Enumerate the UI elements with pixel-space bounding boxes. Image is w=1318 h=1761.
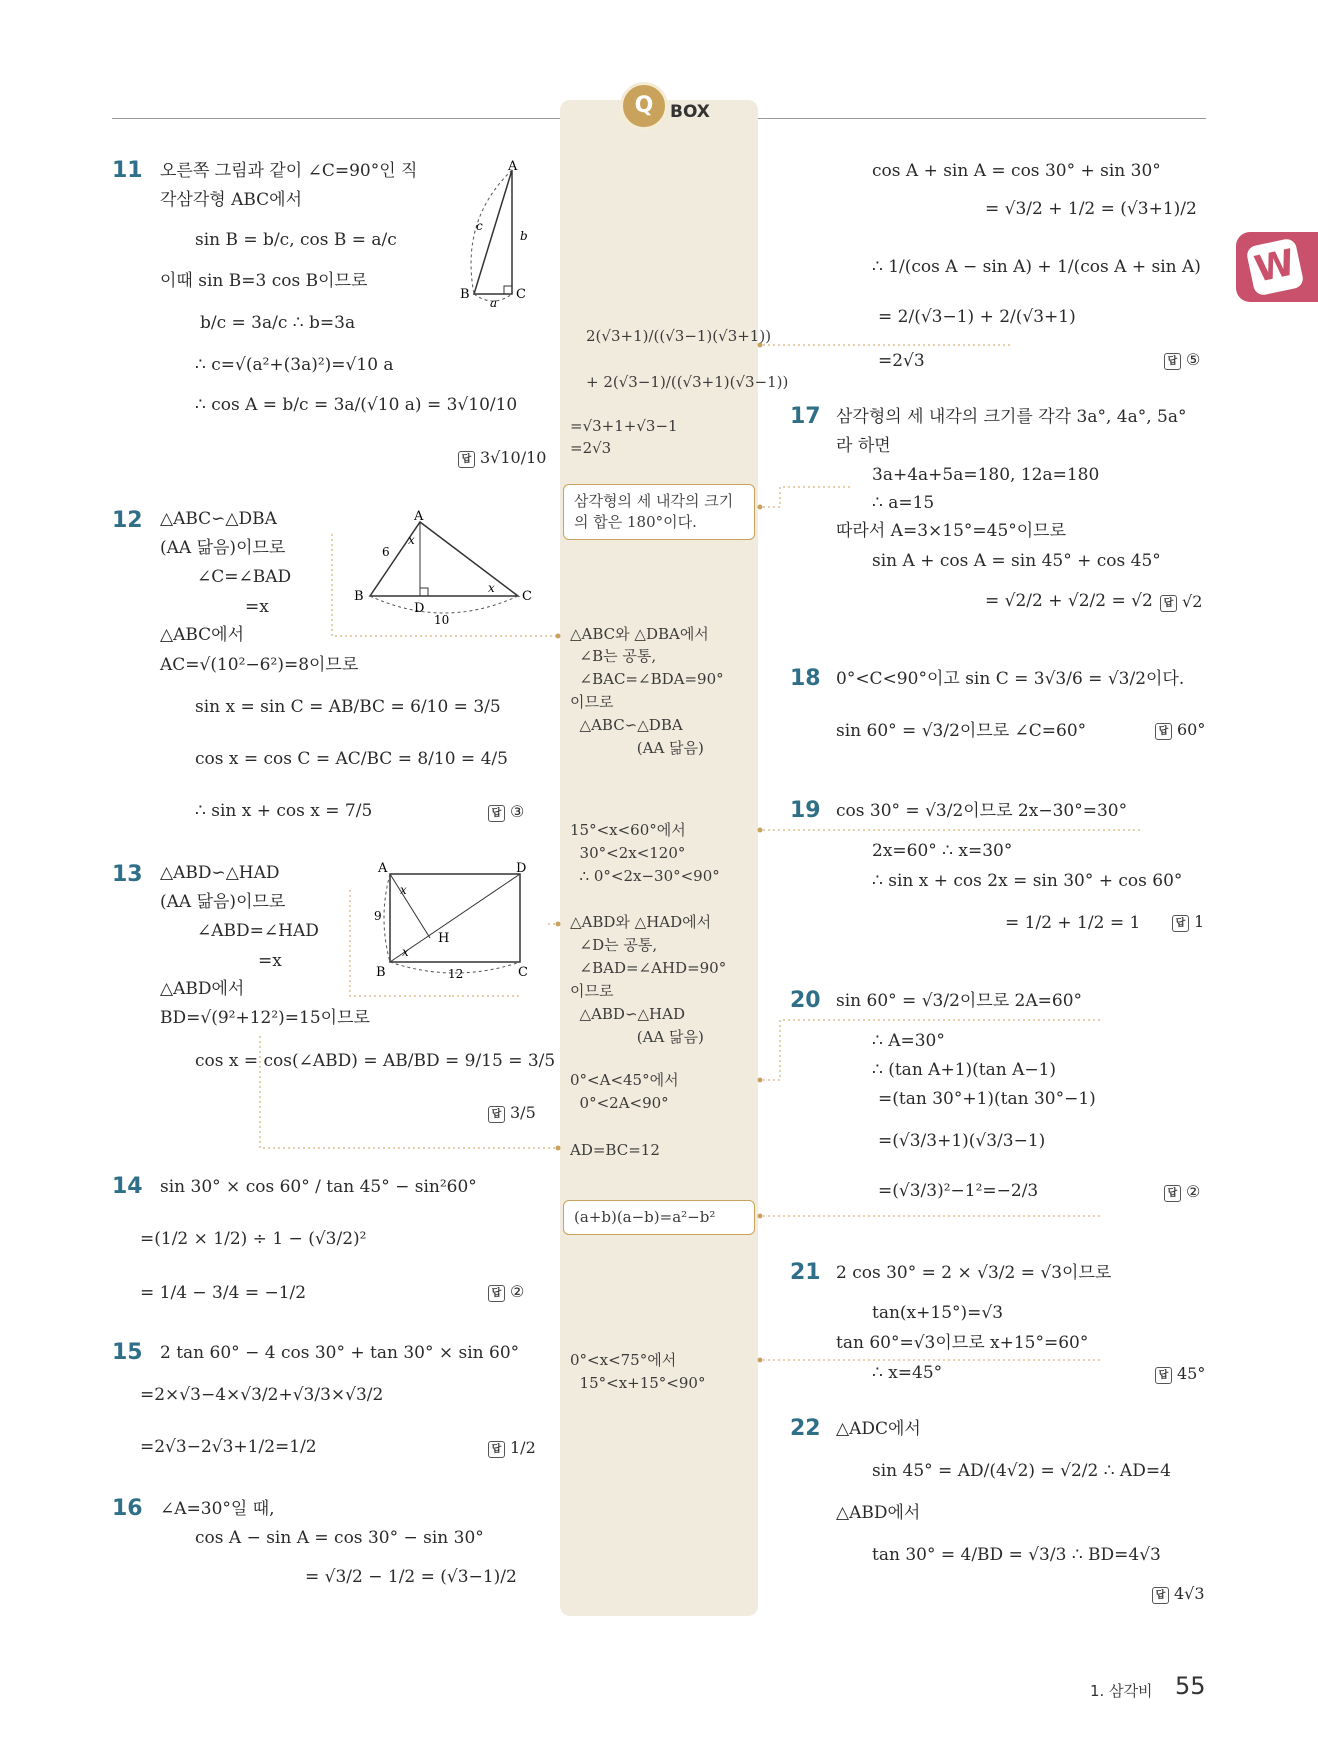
tip-line: 의 합은 180°이다. <box>574 513 697 531</box>
p11-line: ∴ cos A = b/c = 3a/(√10 a) = 3√10/10 <box>195 395 518 415</box>
p16c-line: cos A + sin A = cos 30° + sin 30° <box>872 161 1161 181</box>
fig11-label-A: A <box>508 160 518 174</box>
p19-answer <box>1172 912 1204 932</box>
answer-value: ② <box>1186 1182 1201 1201</box>
answer-icon: 답 <box>488 805 505 822</box>
p15-line: =2×√3−4×√3/2+√3/3×√3/2 <box>140 1385 384 1405</box>
qbox-note: =√3+1+√3−1 <box>570 417 678 435</box>
qbox-note: △ABD∽△HAD <box>570 1005 685 1023</box>
p12-line: ∠C=∠BAD <box>197 567 292 587</box>
fig11-label-c: c <box>476 219 483 233</box>
p11-triangle-figure <box>460 160 540 310</box>
qbox-badge: Q <box>620 82 668 130</box>
w-logo-icon: W <box>1245 237 1304 296</box>
p17-line: 3a+4a+5a=180, 12a=180 <box>872 465 1100 485</box>
qbox-note: 15°<x+15°<90° <box>570 1374 706 1392</box>
fig11-label-b: b <box>520 229 528 243</box>
qbox-note: ∠B는 공통, <box>570 647 657 665</box>
p21-line: ∴ x=45° <box>872 1363 943 1383</box>
p20-answer <box>1164 1182 1200 1202</box>
fig13-label-C: C <box>518 965 528 980</box>
fig13-label-x: x <box>400 883 407 897</box>
qbox-note: 30°<2x<120° <box>570 844 686 862</box>
p19-line: ∴ sin x + cos 2x = sin 30° + cos 60° <box>872 871 1183 891</box>
p12-line: (AA 닮음)이므로 <box>160 538 286 558</box>
p16c-line: ∴ 1/(cos A − sin A) + 1/(cos A + sin A) <box>872 257 1201 277</box>
qbox-note: 15°<x<60°에서 <box>570 821 686 839</box>
p12-line: △ABC∽△DBA <box>160 509 277 529</box>
p18-line: sin 60° = √3/2이므로 ∠C=60° <box>836 721 1087 741</box>
p16c-line: =2√3 <box>878 351 925 371</box>
qbox-note: ∠BAC=∠BDA=90° <box>570 670 724 688</box>
answer-value: ③ <box>510 802 525 821</box>
answer-value: ⑤ <box>1186 350 1201 369</box>
answer-icon: 답 <box>488 1106 505 1123</box>
p14-line: =(1/2 × 1/2) ÷ 1 − (√3/2)² <box>140 1229 367 1249</box>
p13-rectangle-figure <box>370 860 540 980</box>
qbox-formula-box <box>563 1200 755 1235</box>
fig12-label-x: x <box>408 533 415 547</box>
fig13-label-D: D <box>516 861 527 876</box>
p17-answer <box>1160 592 1202 612</box>
qbox-note: 이므로 <box>570 693 614 711</box>
p18-answer <box>1155 720 1205 740</box>
p11-line: b/c = 3a/c ∴ b=3a <box>200 313 356 333</box>
p20-line: =(tan 30°+1)(tan 30°−1) <box>878 1089 1096 1109</box>
answer-value: 1/2 <box>510 1438 536 1457</box>
problem-number-22: 22 <box>790 1416 821 1441</box>
qbox-note: △ABC∽△DBA <box>570 716 683 734</box>
p13-line: (AA 닮음)이므로 <box>160 892 286 912</box>
problem-number-16: 16 <box>112 1496 143 1521</box>
qbox-note: △ABD와 △HAD에서 <box>570 913 712 931</box>
qbox-note: ∠D는 공통, <box>570 936 658 954</box>
qbox-label: BOX <box>670 102 710 122</box>
problem-number-19: 19 <box>790 798 821 823</box>
p17-line: 삼각형의 세 내각의 크기를 각각 3a°, 4a°, 5a° <box>836 407 1187 427</box>
p21-line: 2 cos 30° = 2 × √3/2 = √3이므로 <box>836 1263 1112 1283</box>
qbox-note: + 2(√3−1)/((√3+1)(√3−1)) <box>586 373 789 391</box>
qbox-note: ∠BAD=∠AHD=90° <box>570 959 727 977</box>
p19-line: 2x=60° ∴ x=30° <box>872 841 1013 861</box>
p12-line: cos x = cos C = AC/BC = 8/10 = 4/5 <box>195 749 508 769</box>
answer-value: 3√10/10 <box>480 448 547 467</box>
answer-icon: 답 <box>1160 595 1177 612</box>
p22-answer <box>1152 1584 1205 1604</box>
p20-line: ∴ (tan A+1)(tan A−1) <box>872 1060 1057 1080</box>
tip-line: 삼각형의 세 내각의 크기 <box>574 492 734 510</box>
p20-line: =(√3/3+1)(√3/3−1) <box>878 1131 1046 1151</box>
fig12-label-C: C <box>522 589 532 604</box>
answer-icon: 답 <box>1172 915 1189 932</box>
problem-number-14: 14 <box>112 1174 143 1199</box>
problem-number-17: 17 <box>790 404 821 429</box>
qbox-note: 0°<2A<90° <box>570 1094 669 1112</box>
p11-line: ∴ c=√(a²+(3a)²)=√10 a <box>195 355 394 375</box>
p15-line: =2√3−2√3+1/2=1/2 <box>140 1437 317 1457</box>
p12-triangle-figure <box>350 508 540 628</box>
p13-line: =x <box>258 951 282 971</box>
p19-line: = 1/2 + 1/2 = 1 <box>1005 913 1141 933</box>
p21-line: tan 60°=√3이므로 x+15°=60° <box>836 1333 1089 1353</box>
p13-line: cos x = cos(∠ABD) = AB/BD = 9/15 = 3/5 <box>195 1051 556 1071</box>
qbox-note: AD=BC=12 <box>570 1141 660 1159</box>
answer-icon: 답 <box>1164 353 1181 370</box>
p13-line: △ABD∽△HAD <box>160 863 280 883</box>
p16-line: ∠A=30°일 때, <box>160 1499 275 1519</box>
p17-line: ∴ a=15 <box>872 493 935 513</box>
p12-line: △ABC에서 <box>160 625 245 645</box>
p11-line: 각삼각형 ABC에서 <box>160 190 303 210</box>
qbox-note: △ABC와 △DBA에서 <box>570 625 709 643</box>
problem-number-18: 18 <box>790 666 821 691</box>
answer-value: 60° <box>1177 720 1206 739</box>
p13-answer <box>488 1103 536 1123</box>
p16c-line: = 2/(√3−1) + 2/(√3+1) <box>878 307 1076 327</box>
p13-line: ∠ABD=∠HAD <box>197 921 319 941</box>
answer-value: 1 <box>1194 912 1205 931</box>
p12-line: sin x = sin C = AB/BC = 6/10 = 3/5 <box>195 697 501 717</box>
p17-line: 라 하면 <box>836 436 891 456</box>
formula-line: (a+b)(a−b)=a²−b² <box>574 1208 716 1226</box>
qbox-note: (AA 닮음) <box>570 739 704 757</box>
p11-line: sin B = b/c, cos B = a/c <box>195 230 397 250</box>
qbox-note: ∴ 0°<2x−30°<90° <box>570 867 720 885</box>
answer-value: ② <box>510 1282 525 1301</box>
qbox-tip-box <box>563 484 755 540</box>
answer-icon: 답 <box>458 451 475 468</box>
fig11-label-B: B <box>460 287 470 302</box>
answer-icon: 답 <box>1152 1587 1169 1604</box>
p19-line: cos 30° = √3/2이므로 2x−30°=30° <box>836 801 1128 821</box>
problem-number-20: 20 <box>790 988 821 1013</box>
p17-line: = √2/2 + √2/2 = √2 <box>985 591 1153 611</box>
fig13-label-H: H <box>438 931 450 946</box>
fig13-label-9: 9 <box>374 909 382 923</box>
p22-line: △ABD에서 <box>836 1503 921 1523</box>
answer-icon: 답 <box>1155 1367 1172 1384</box>
p12-answer <box>488 802 524 822</box>
p11-line: 이때 sin B=3 cos B이므로 <box>160 271 368 291</box>
fig13-label-12: 12 <box>448 967 464 980</box>
p17-line: 따라서 A=3×15°=45°이므로 <box>836 521 1067 541</box>
p16-line: cos A − sin A = cos 30° − sin 30° <box>195 1528 484 1548</box>
fig13-label-A: A <box>378 861 388 876</box>
answer-value: 45° <box>1177 1364 1206 1383</box>
answer-value: 3/5 <box>510 1103 536 1122</box>
p17-line: sin A + cos A = sin 45° + cos 45° <box>872 551 1161 571</box>
p20-line: ∴ A=30° <box>872 1031 945 1051</box>
p15-line: 2 tan 60° − 4 cos 30° + tan 30° × sin 60° <box>160 1343 520 1363</box>
p11-line: 오른쪽 그림과 같이 ∠C=90°인 직 <box>160 161 418 181</box>
p12-line: ∴ sin x + cos x = 7/5 <box>195 801 373 821</box>
p14-line: sin 30° × cos 60° / tan 45° − sin²60° <box>160 1177 477 1197</box>
p20-line: =(√3/3)²−1²=−2/3 <box>878 1181 1039 1201</box>
p15-answer <box>488 1438 536 1458</box>
qbox-note: (AA 닮음) <box>570 1028 704 1046</box>
problem-number-11: 11 <box>112 158 143 183</box>
problem-number-15: 15 <box>112 1340 143 1365</box>
answer-value: 4√3 <box>1174 1584 1205 1603</box>
answer-value: √2 <box>1182 592 1203 611</box>
p16-answer <box>1164 350 1200 370</box>
fig13-label-B: B <box>376 965 386 980</box>
qbox-note: 0°<x<75°에서 <box>570 1351 677 1369</box>
answer-icon: 답 <box>488 1285 505 1302</box>
fig12-label-10: 10 <box>434 613 450 627</box>
p13-line: △ABD에서 <box>160 979 245 999</box>
problem-number-13: 13 <box>112 862 143 887</box>
fig12-label-B: B <box>354 589 364 604</box>
p14-answer <box>488 1282 524 1302</box>
fig12-label-6: 6 <box>382 545 390 559</box>
fig12-label-A: A <box>414 509 424 524</box>
p22-line: △ADC에서 <box>836 1419 921 1439</box>
problem-number-21: 21 <box>790 1260 821 1285</box>
answer-icon: 답 <box>1155 723 1172 740</box>
p21-answer <box>1155 1364 1205 1384</box>
p13-line: BD=√(9²+12²)=15이므로 <box>160 1008 370 1028</box>
fig12-label-D: D <box>414 601 425 616</box>
fig13-label-x: x <box>402 945 409 959</box>
page-number: 55 <box>1175 1672 1206 1700</box>
chapter-label: 1. 삼각비 <box>1090 1682 1153 1700</box>
p14-line: = 1/4 − 3/4 = −1/2 <box>140 1283 307 1303</box>
fig11-label-C: C <box>516 287 526 302</box>
p16c-line: = √3/2 + 1/2 = (√3+1)/2 <box>985 199 1197 219</box>
qbox-note: 이므로 <box>570 982 614 1000</box>
qbox-note: =2√3 <box>570 439 612 457</box>
answer-icon: 답 <box>488 1441 505 1458</box>
problem-number-12: 12 <box>112 508 143 533</box>
qbox-note: 0°<A<45°에서 <box>570 1071 679 1089</box>
p21-line: tan(x+15°)=√3 <box>872 1303 1004 1323</box>
p12-line: AC=√(10²−6²)=8이므로 <box>160 655 359 675</box>
p18-line: 0°<C<90°이고 sin C = 3√3/6 = √3/2이다. <box>836 669 1185 689</box>
p22-line: sin 45° = AD/(4√2) = √2/2 ∴ AD=4 <box>872 1461 1171 1481</box>
p16-line: = √3/2 − 1/2 = (√3−1)/2 <box>305 1567 517 1587</box>
p20-line: sin 60° = √3/2이므로 2A=60° <box>836 991 1083 1011</box>
answer-icon: 답 <box>1164 1185 1181 1202</box>
qbox-note: 2(√3+1)/((√3−1)(√3+1)) <box>586 327 772 345</box>
p12-line: =x <box>245 597 269 617</box>
fig12-label-x: x <box>488 581 495 595</box>
p22-line: tan 30° = 4/BD = √3/3 ∴ BD=4√3 <box>872 1545 1161 1565</box>
fig11-label-a: a <box>490 296 498 310</box>
p11-answer <box>458 448 546 468</box>
